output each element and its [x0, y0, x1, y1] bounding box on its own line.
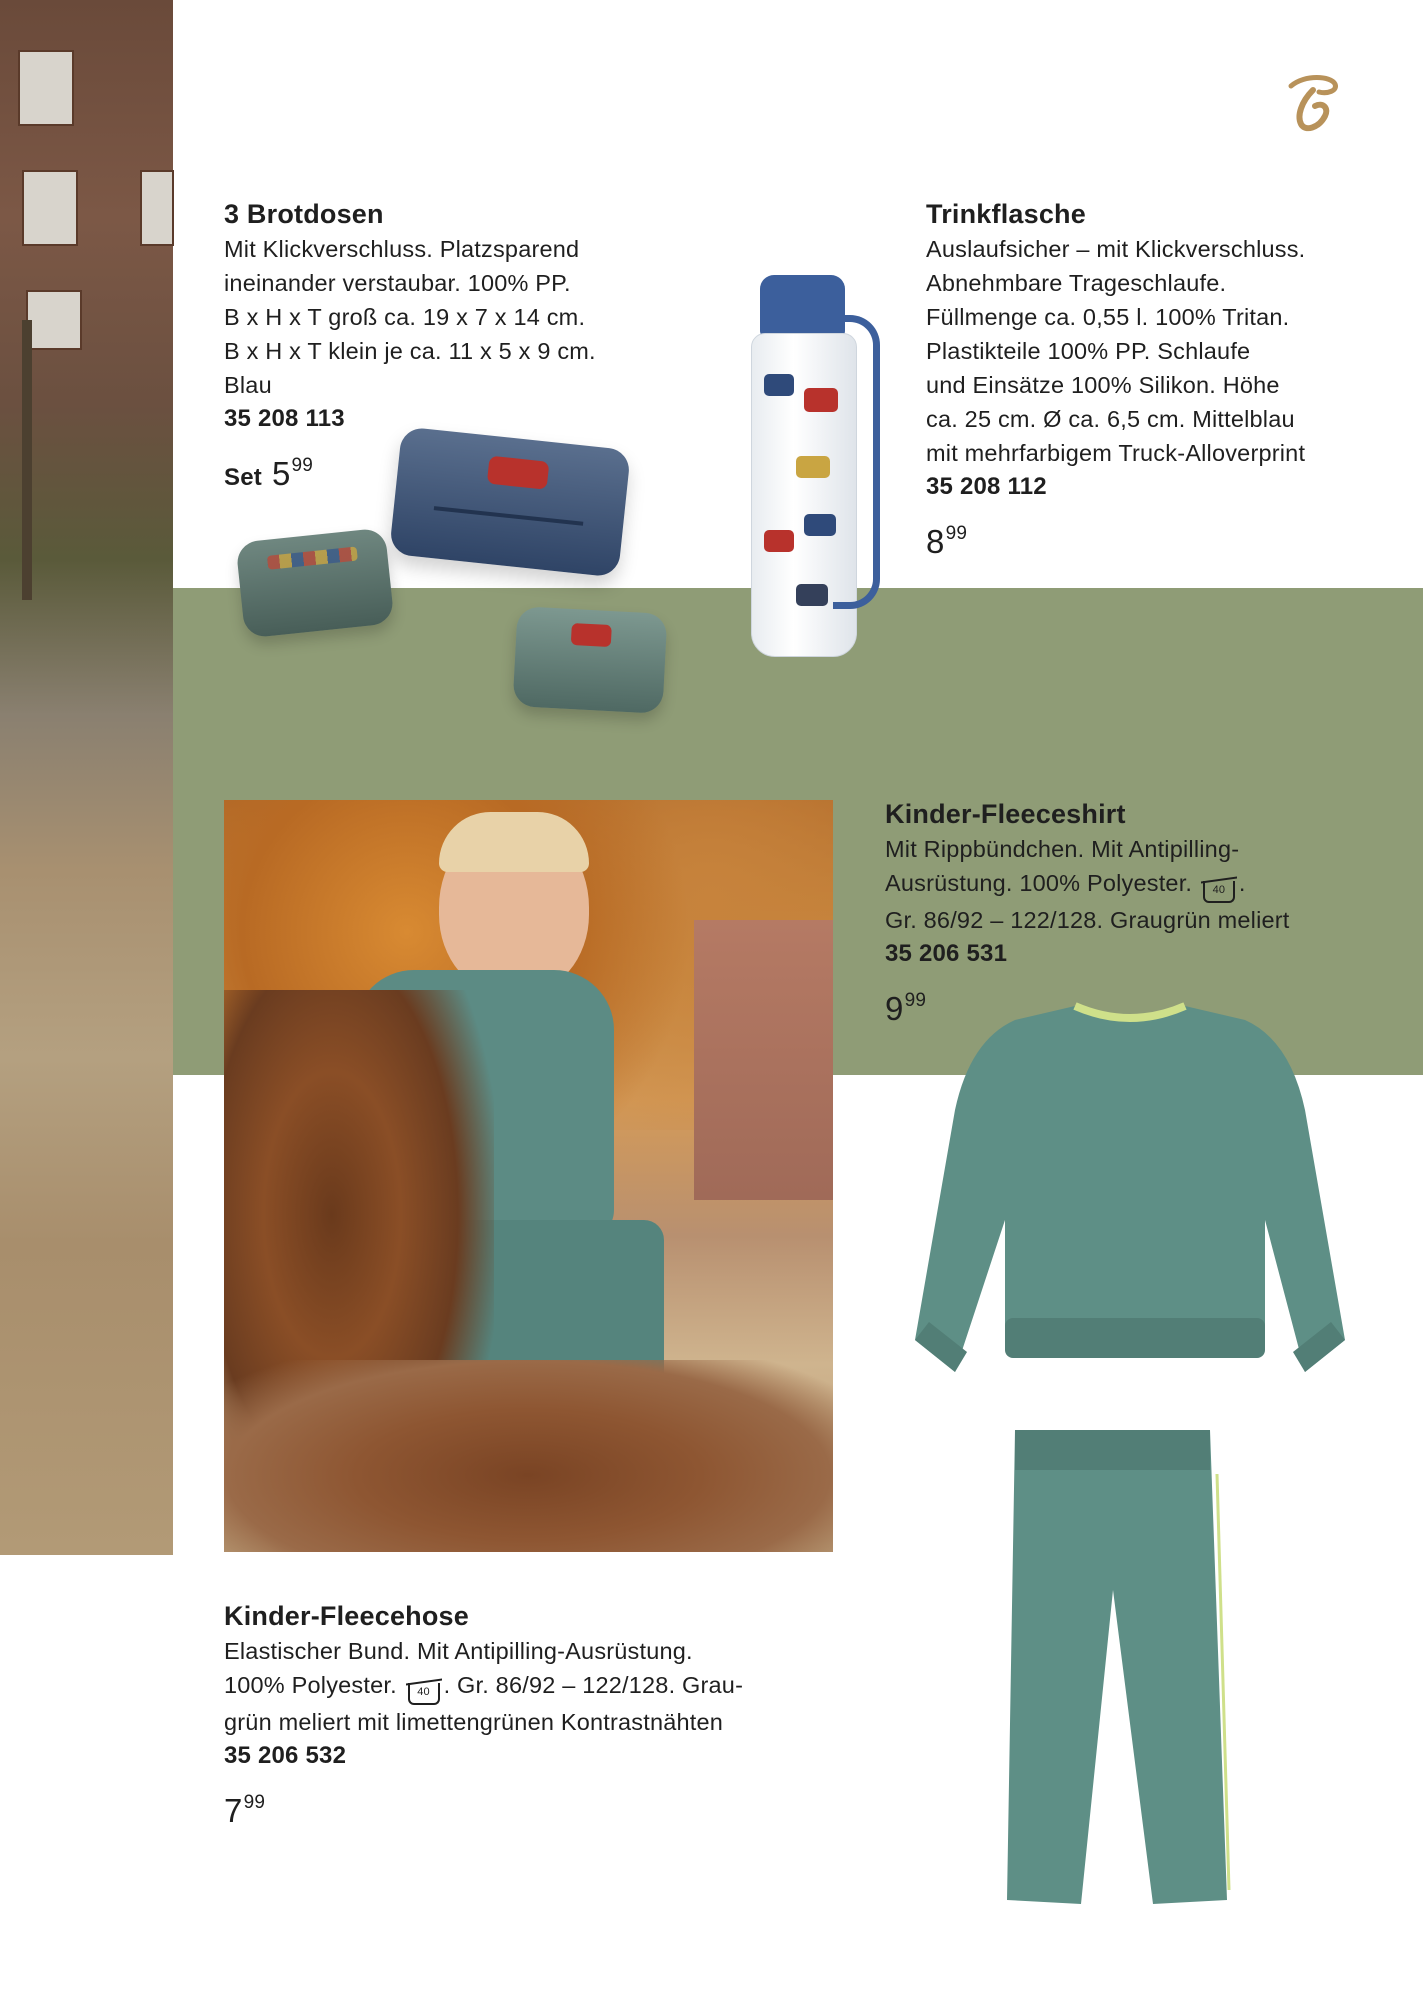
fleeceshirt-desc-2b: .: [1238, 870, 1246, 896]
trinkflasche-image: [745, 275, 895, 665]
fleecehose-desc-1: Elastischer Bund. Mit Antipilling-Ausrüstung.: [224, 1638, 693, 1664]
fleeceshirt-image: [905, 1000, 1355, 1390]
fleeceshirt-desc-3: Gr. 86/92 – 122/128. Graugrün meliert: [885, 907, 1290, 933]
fleecehose-desc-2: [224, 1668, 824, 1705]
trinkflasche-desc-4: Plastikteile 100% PP. Schlaufe: [926, 338, 1251, 364]
fleecehose-price: [224, 1781, 824, 1833]
brotdosen-desc-1: Mit Klickverschluss. Platzsparend: [224, 236, 580, 262]
lunchbox-small-2: [512, 606, 667, 714]
child-leaves-photo: [224, 800, 833, 1552]
fleeceshirt-desc-2: [885, 866, 1385, 903]
fleecehose-desc-2b: . Gr. 86/92 – 122/128. Grau-: [443, 1672, 744, 1698]
brotdosen-desc-2: ineinander verstaubar. 100% PP.: [224, 270, 571, 296]
trinkflasche-desc-1: Auslaufsicher – mit Klickverschluss.: [926, 236, 1306, 262]
fleecehose-price-main: 7: [224, 1792, 243, 1829]
fleeceshirt-desc-2a: Ausrüstung. 100% Polyester.: [885, 870, 1193, 896]
trinkflasche-title: Trinkflasche: [926, 199, 1086, 229]
brotdosen-desc-4: B x H x T klein je ca. 11 x 5 x 9 cm.: [224, 338, 596, 364]
trinkflasche-desc-3: Füllmenge ca. 0,55 l. 100% Tritan.: [926, 304, 1290, 330]
fleecehose-desc-2a: 100% Polyester.: [224, 1672, 397, 1698]
trinkflasche-desc-7: mit mehrfarbigem Truck-Alloverprint: [926, 440, 1306, 466]
brotdosen-desc-5: Blau: [224, 372, 272, 398]
fleecehose-image: [985, 1430, 1240, 1910]
wash-40-icon: 40: [1203, 881, 1235, 903]
trinkflasche-desc-6: ca. 25 cm. Ø ca. 6,5 cm. Mittelblau: [926, 406, 1295, 432]
brotdosen-price-main: 5: [271, 455, 291, 492]
trinkflasche-price-main: 8: [926, 523, 945, 560]
trinkflasche-desc-5: und Einsätze 100% Silikon. Höhe: [926, 372, 1280, 398]
trinkflasche-text: [926, 196, 1366, 564]
fleeceshirt-price-cents: 99: [904, 990, 927, 1011]
trinkflasche-desc-2: Abnehmbare Trageschlaufe.: [926, 270, 1227, 296]
fleecehose-text: [224, 1598, 824, 1833]
tchibo-logo-icon: [1283, 72, 1343, 134]
brotdosen-price-cents: 99: [291, 455, 314, 476]
lunchbox-large: [389, 426, 631, 577]
fleecehose-title: Kinder-Fleecehose: [224, 1601, 469, 1631]
fleecehose-price-cents: 99: [243, 1792, 266, 1813]
fleeceshirt-sku: 35 206 531: [885, 940, 1008, 967]
bottle-strap: [833, 315, 880, 609]
brotdosen-image: [230, 430, 680, 740]
fleeceshirt-title: Kinder-Fleeceshirt: [885, 799, 1126, 829]
brotdosen-sku: 35 208 113: [224, 405, 345, 432]
trinkflasche-price: [926, 512, 1366, 564]
brotdosen-desc-3: B x H x T groß ca. 19 x 7 x 14 cm.: [224, 304, 586, 330]
fleecehose-desc-3: grün meliert mit limettengrünen Kontrastnähten: [224, 1709, 724, 1735]
wash-40-icon: 40: [408, 1683, 440, 1705]
brotdosen-title: 3 Brotdosen: [224, 199, 384, 229]
trinkflasche-sku: 35 208 112: [926, 473, 1047, 500]
fleeceshirt-price-main: 9: [885, 990, 904, 1027]
trinkflasche-price-cents: 99: [945, 523, 968, 544]
fleeceshirt-desc-1: Mit Rippbündchen. Mit Antipilling-: [885, 836, 1240, 862]
brotdosen-price-prefix: Set: [224, 464, 262, 491]
background-photo-strip: [0, 0, 173, 1555]
lunchbox-small-1: [235, 527, 394, 638]
fleecehose-sku: 35 206 532: [224, 1742, 347, 1769]
fleeceshirt-text: [885, 796, 1385, 1031]
